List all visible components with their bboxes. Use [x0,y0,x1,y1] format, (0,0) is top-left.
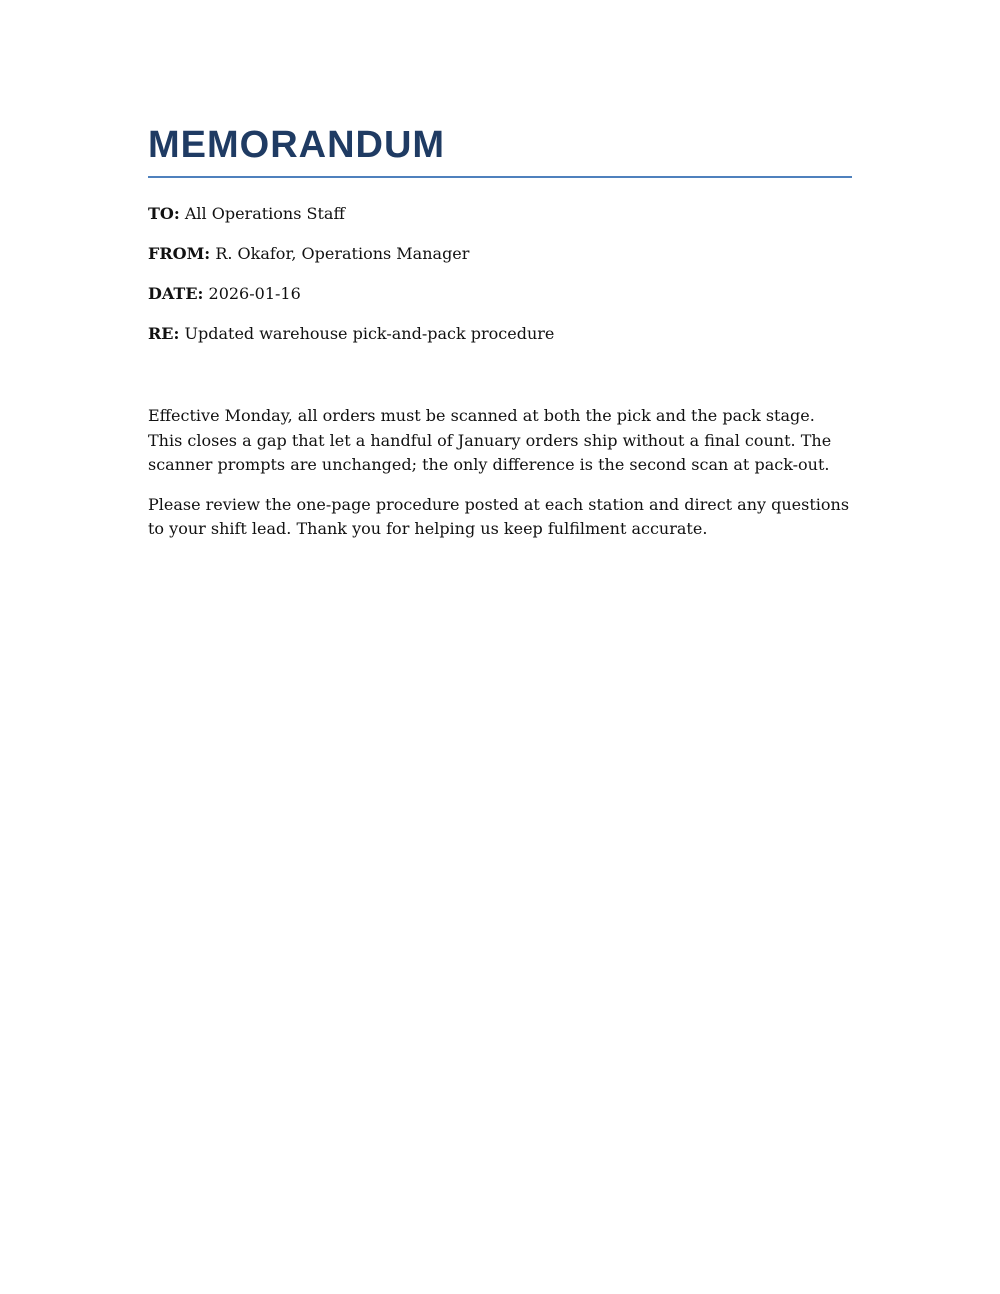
to-line [148,204,852,224]
to-value: All Operations Staff [184,204,345,223]
date-value: 2026-01-16 [208,284,301,303]
re-value: Updated warehouse pick-and-pack procedure [184,324,555,343]
to-label: TO: [148,204,180,223]
from-label: FROM: [148,244,211,263]
re-line [148,324,852,344]
title-divider [148,176,852,178]
memo-page [148,120,852,557]
from-value: R. Okafor, Operations Manager [215,244,470,263]
from-line [148,244,852,264]
body-paragraph: Effective Monday, all orders must be scanned at both the pick and the pack stage. This closes a gap that let a handful of January orders ship without a final count. The scanner prompts are unchanged; the only difference is the second scan at pack-out. [148,406,832,474]
memo-title: MEMORANDUM [148,124,446,166]
date-line [148,284,852,304]
date-label: DATE: [148,284,204,303]
re-label: RE: [148,324,180,343]
body-paragraph: Please review the one-page procedure posted at each station and direct any questions to your shift lead. Thank you for helping us keep fulfilment accurate. [148,494,850,538]
header-body-spacer [148,364,852,404]
